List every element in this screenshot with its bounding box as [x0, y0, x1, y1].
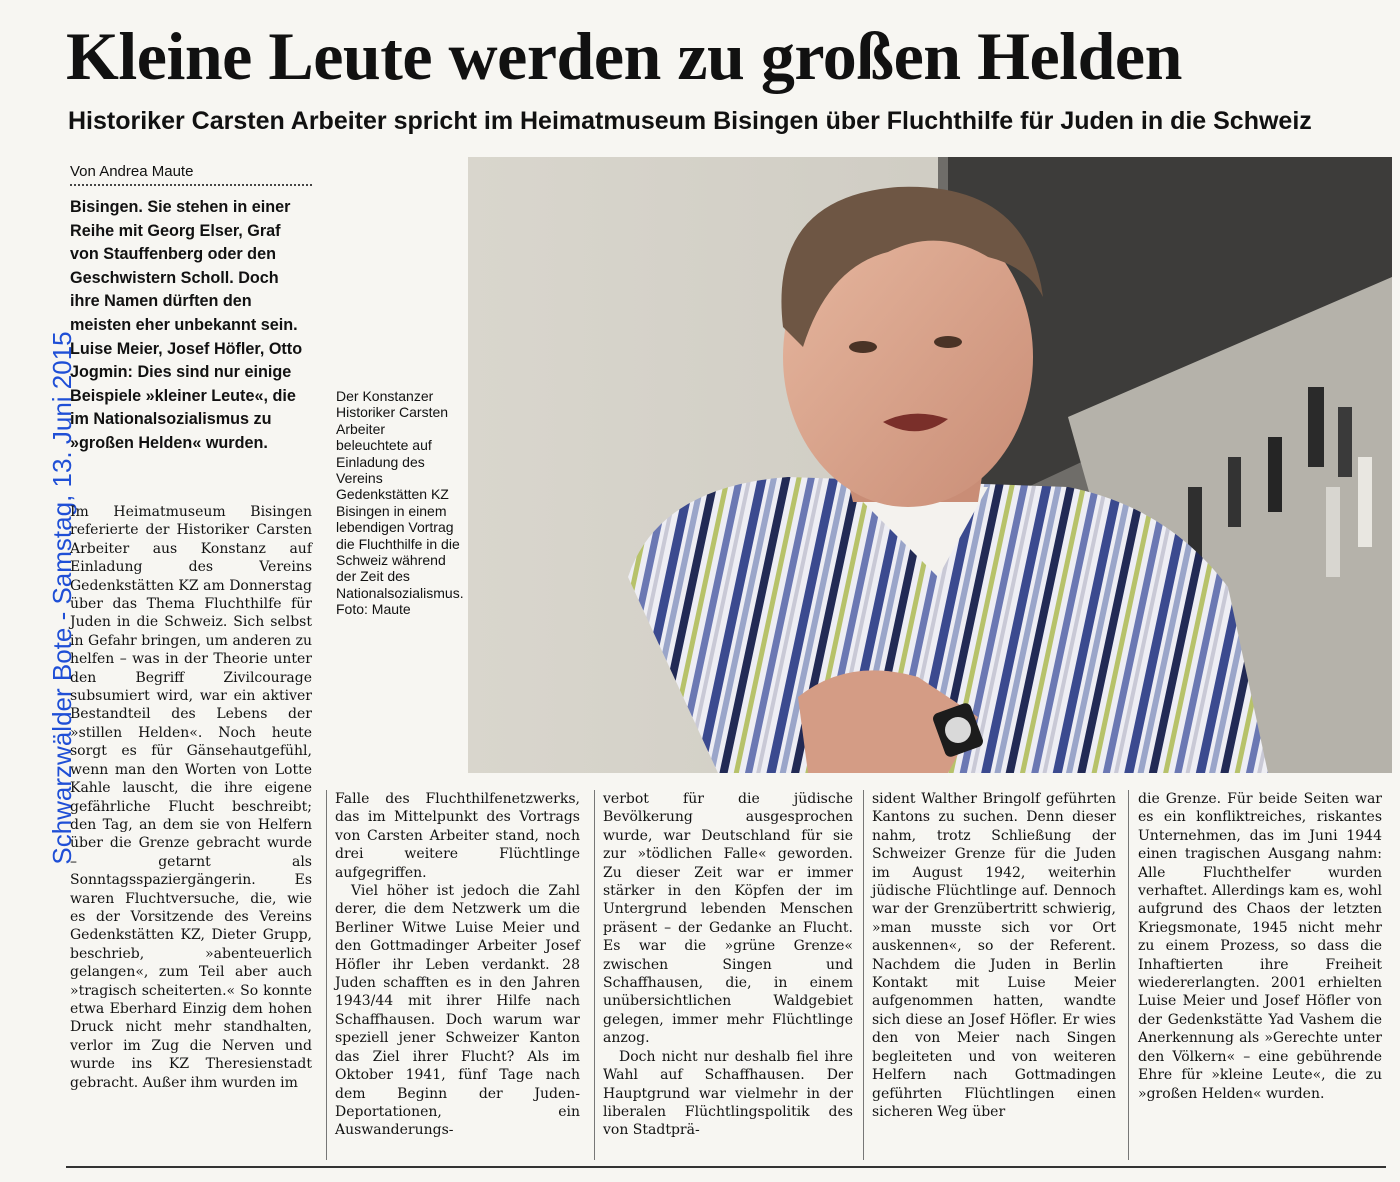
source-stamp-text: Schwarzwälder Bote - Samstag, 13. Juni 2015	[47, 331, 77, 865]
subheadline: Historiker Carsten Arbeiter spricht im Heimatmuseum Bisingen über Fluchthilfe für Juden in die Schweiz	[68, 107, 1312, 135]
column-3	[603, 790, 853, 1140]
photo-illustration	[468, 157, 1392, 773]
photo-caption: Der Konstanzer Historiker Carsten Arbeiter beleuchtete auf Einladung des Vereins Gedenkstätten KZ Bisingen in einem lebendigen Vortrag die Fluchthilfe in die Schweiz während der Zeit des Nationalsozialismus. Foto: Maute	[336, 388, 464, 618]
lead-paragraph: Bisingen. Sie stehen in einer Reihe mit Georg Elser, Graf von Stauffenberg oder den Geschwistern Scholl. Doch ihre Namen dürften den meisten eher unbekannt sein. Luise Meier, Josef Höfler, Otto Jogmin: Dies sind nur einige Beispiele »kleiner Leute«, die im Nationalsozialismus zu »großen Helden« wurden.	[70, 198, 303, 452]
column-divider	[1128, 790, 1129, 1160]
column-1	[70, 503, 312, 1092]
column-2	[335, 790, 580, 1140]
column-5-text: die Grenze. Für beide Seiten war es ein konfliktreiches, riskantes Unternehmen, das im Juni 1944 einen tragischen Ausgang nahm: Alle Fluchthelfer wurden verhaftet. Allerdings kam es, wohl aufgrund des Chaos der letzten Kriegsmonate, 1945 nicht mehr zu einem Prozess, so dass die Inhaftierten ihre Freiheit wiedererlangten. 2001 erhielten Luise Meier und Josef Höfler von der Gedenkstätte Yad Vashem die Anerkennung als »Gerechte unter den Völkern« – eine gebührende Ehre für »kleine Leute«, die zu »großen Helden« wurden.	[1138, 791, 1382, 1102]
column-divider	[863, 790, 864, 1160]
column-5	[1138, 790, 1382, 1103]
column-3-text-b: Doch nicht nur deshalb fiel ihre Wahl auf Schaffhausen. Der Hauptgrund war vielmehr in der liberalen Flüchtlingspolitik des von Stadtprä-	[603, 1048, 853, 1139]
column-2-text-a: Falle des Fluchthilfenetzwerks, das im Mittelpunkt des Vortrags von Carsten Arbeiter stand, noch drei weitere Flüchtlinge aufgegriffen.	[335, 791, 580, 881]
byline: Von Andrea Maute	[70, 160, 312, 186]
bottom-rule	[66, 1166, 1386, 1168]
column-4	[872, 790, 1116, 1121]
column-3-text-a: verbot für die jüdische Bevölkerung ausgesprochen wurde, war Deutschland für sie zur »tödlichen Falle« geworden. Zu dieser Zeit war er immer stärker in den Köpfen der im Untergrund lebenden Menschen präsent – der Gedanke an Flucht. Es war die »grüne Grenze« zwischen Singen und Schaffhausen, die, in einem unübersichtlichen Waldgebiet gelegen, immer mehr Flüchtlinge anzog.	[603, 791, 853, 1047]
column-divider	[326, 790, 327, 1160]
portrait-photo	[468, 157, 1392, 773]
column-1-text: Im Heimatmuseum Bisingen referierte der Historiker Carsten Arbeiter aus Konstanz auf Einladung des Vereins Gedenkstätten KZ am Donnerstag über das Thema Fluchthilfe für Juden in die Schweiz. Sich selbst in Gefahr bringen, um anderen zu helfen – was in der Theorie unter den Begriff Zivilcourage subsumiert wird, war ein aktiver Bestandteil des Lebens der »stillen Helden«. Noch heute sorgt es für Gänsehautgefühl, wenn man den Worten von Lotte Kahle lauscht, die ihre eigene gefährliche Flucht beschreibt; den Tag, an dem sie von Helfern über die Grenze gebracht wurde – getarnt als Sonntagsspaziergängerin. Es waren Fluchtversuche, die, wie es der Vorsitzende des Vereins Gedenkstätten KZ, Dieter Grupp, beschrieb, »abenteuerlich gelangen«, zum Teil aber auch »tragisch scheiterten.« So konnte etwa Eberhard Einzig dem hohen Druck nicht mehr standhalten, verlor im Zug die Nerven und wurde ins KZ Theresienstadt gebracht. Außer ihm wurden im	[70, 504, 312, 1091]
column-2-text-b: Viel höher ist jedoch die Zahl derer, die dem Netzwerk um die Berliner Witwe Luise Meier und den Gottmadinger Arbeiter Josef Höfler ihr Leben verdankt. 28 Juden schafften es in den Jahren 1943/44 mit ihrer Hilfe nach Schaffhausen. Doch warum war speziell jener Schweizer Kanton das Ziel ihrer Flucht? Als im Oktober 1941, fünf Tage nach dem Beginn der Juden-Deportationen, ein Auswanderungs-	[335, 883, 580, 1139]
source-stamp	[22, 208, 77, 988]
headline: Kleine Leute werden zu großen Helden	[66, 18, 1182, 94]
column-divider	[594, 790, 595, 1160]
column-4-text: sident Walther Bringolf geführten Kantons zu suchen. Denn dieser nahm, trotz Schließung der Schweizer Grenze für die Juden im August 1942, weiterhin jüdische Flüchtlinge auf. Dennoch war der Grenzübertritt schwierig, »man musste sich vor Ort auskennen«, so der Referent. Nachdem die Juden in Berlin Kontakt mit Luise Meier aufgenommen hatten, wandte sich diese an Josef Höfler. Er wies den von Meier nach Singen begleiteten und von weiteren Helfern nach Gottmadingen geführten Flüchtlingen einen sicheren Weg über	[872, 791, 1116, 1120]
